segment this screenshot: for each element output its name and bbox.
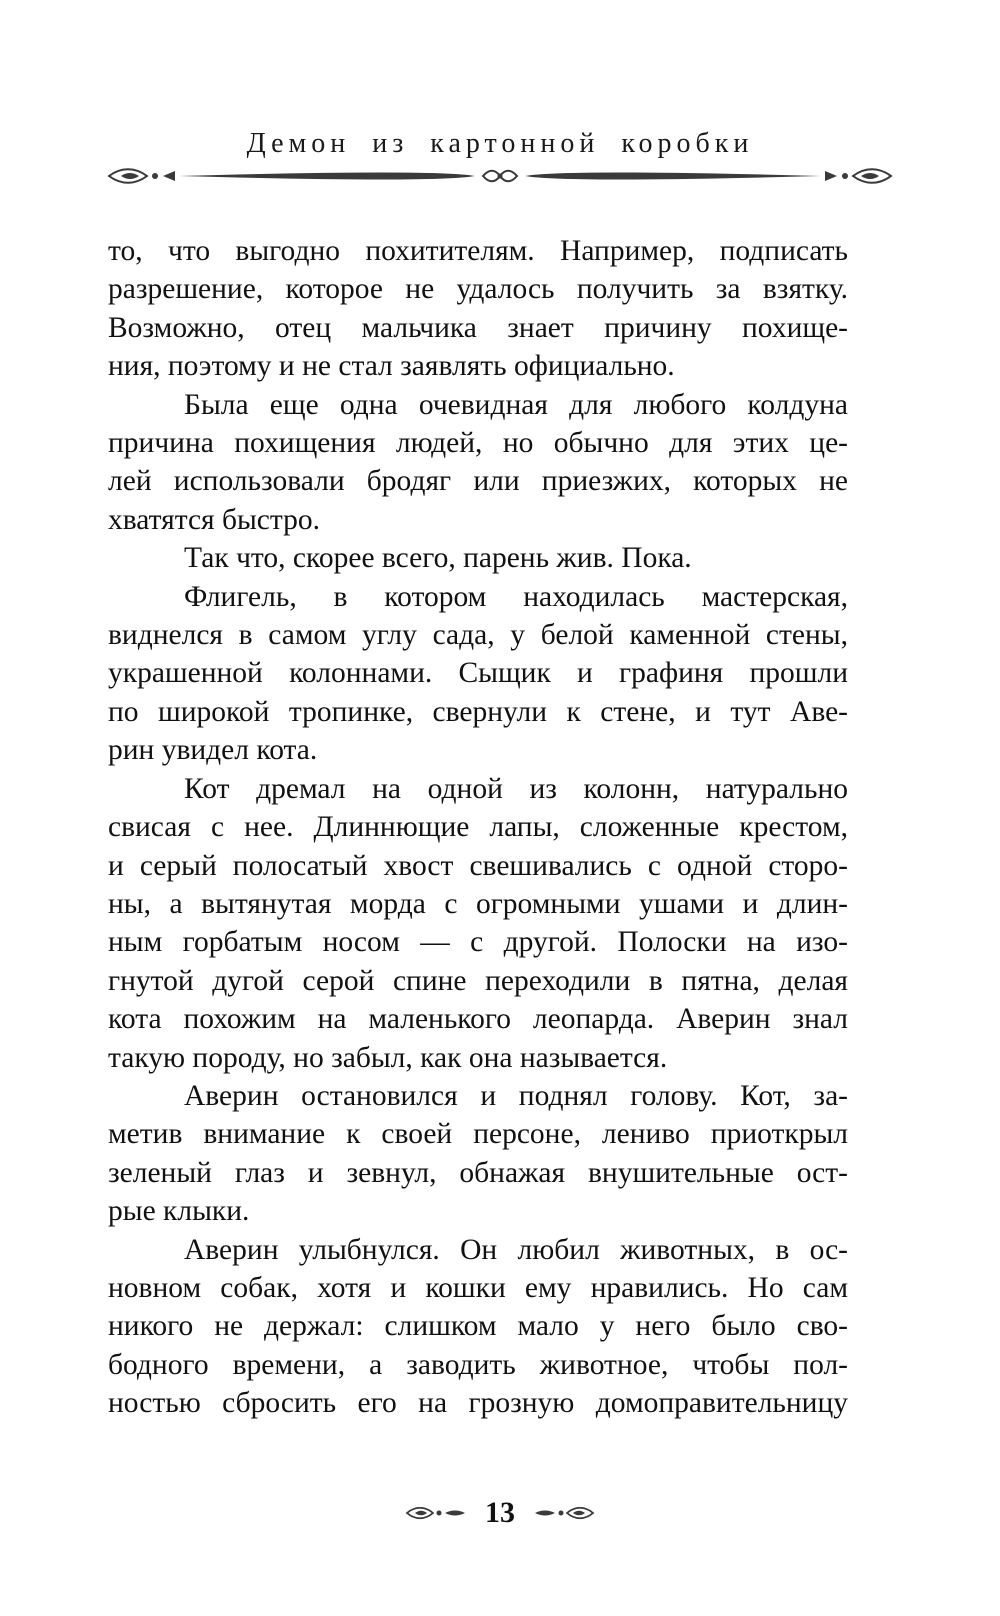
folio-ornament-left-icon (405, 1503, 467, 1523)
page-number: 13 (485, 1496, 515, 1529)
text-line: виднелся в самом углу сада, у белой каменной стены, (108, 619, 848, 652)
folio-ornament-right-icon (533, 1503, 595, 1523)
text-line: Кот дремал на одной из колонн, натурально (184, 772, 848, 805)
paragraph (108, 770, 848, 1077)
text-line: зеленый глаз и зевнул, обнажая внушительные ост- (108, 1156, 848, 1189)
text-line: хватятся быстро. (108, 503, 321, 536)
paragraph (108, 1077, 848, 1231)
text-line: разрешение, которое не удалось получить за взятку. (108, 273, 848, 306)
text-line: ны, а вытянутая морда с огромными ушами и длин- (108, 887, 848, 920)
text-line: Была еще одна очевидная для любого колдуна (184, 388, 848, 421)
text-line: ностью сбросить его на грозную домоправительницу (108, 1387, 848, 1420)
text-line: ния, поэтому и не стал заявлять официально. (108, 350, 675, 383)
text-line: новном собак, хотя и кошки ему нравились. Но сам (108, 1271, 848, 1304)
text-line: свисая с нее. Длиннющие лапы, сложенные крестом, (108, 811, 848, 844)
text-line: Так что, скорее всего, парень жив. Пока. (184, 542, 692, 575)
text-line: бодного времени, а заводить животное, чтобы пол- (108, 1348, 848, 1381)
text-line: такую породу, но забыл, как она называется. (108, 1041, 668, 1074)
paragraph (108, 232, 848, 386)
paragraph (108, 578, 848, 770)
page-footer (0, 1496, 1000, 1536)
text-line: причина похищения людей, но обычно для этих це- (108, 427, 848, 460)
text-line: то, что выгодно похитителям. Например, подписать (108, 235, 848, 267)
text-line: украшенной колоннами. Сыщик и графиня прошли (108, 657, 848, 690)
text-line: по широкой тропинке, свернули к стене, и тут Аве- (108, 695, 848, 728)
text-line: рин увидел кота. (108, 734, 318, 767)
text-line: Флигель, в котором находилась мастерская, (184, 580, 848, 613)
running-head-title: Демон из картонной коробки (246, 128, 754, 159)
body-text (108, 232, 848, 1423)
text-line: Аверин остановился и поднял голову. Кот, за- (184, 1079, 848, 1112)
text-line: гнутой дугой серой спине переходили в пятна, делая (108, 964, 848, 997)
text-line: Аверин улыбнулся. Он любил животных, в ос- (184, 1233, 848, 1266)
text-line: никого не держал: слишком мало у него было сво- (108, 1310, 848, 1343)
text-line: лей использовали бродяг или приезжих, которых не (108, 465, 848, 498)
text-line: кота похожим на маленького леопарда. Аверин знал (108, 1003, 848, 1036)
header-ornament-divider (105, 163, 895, 189)
paragraph (108, 1231, 848, 1423)
text-line: Возможно, отец мальчика знает причину похище- (108, 311, 848, 344)
text-line: метив внимание к своей персоне, лениво приоткрыл (108, 1118, 848, 1151)
paragraph (108, 386, 848, 540)
paragraph (108, 539, 848, 577)
text-line: рые клыки. (108, 1195, 250, 1228)
text-line: и серый полосатый хвост свешивались с одной сторо- (108, 849, 848, 882)
text-line: ным горбатым носом — с другой. Полоски на изо- (108, 926, 848, 959)
